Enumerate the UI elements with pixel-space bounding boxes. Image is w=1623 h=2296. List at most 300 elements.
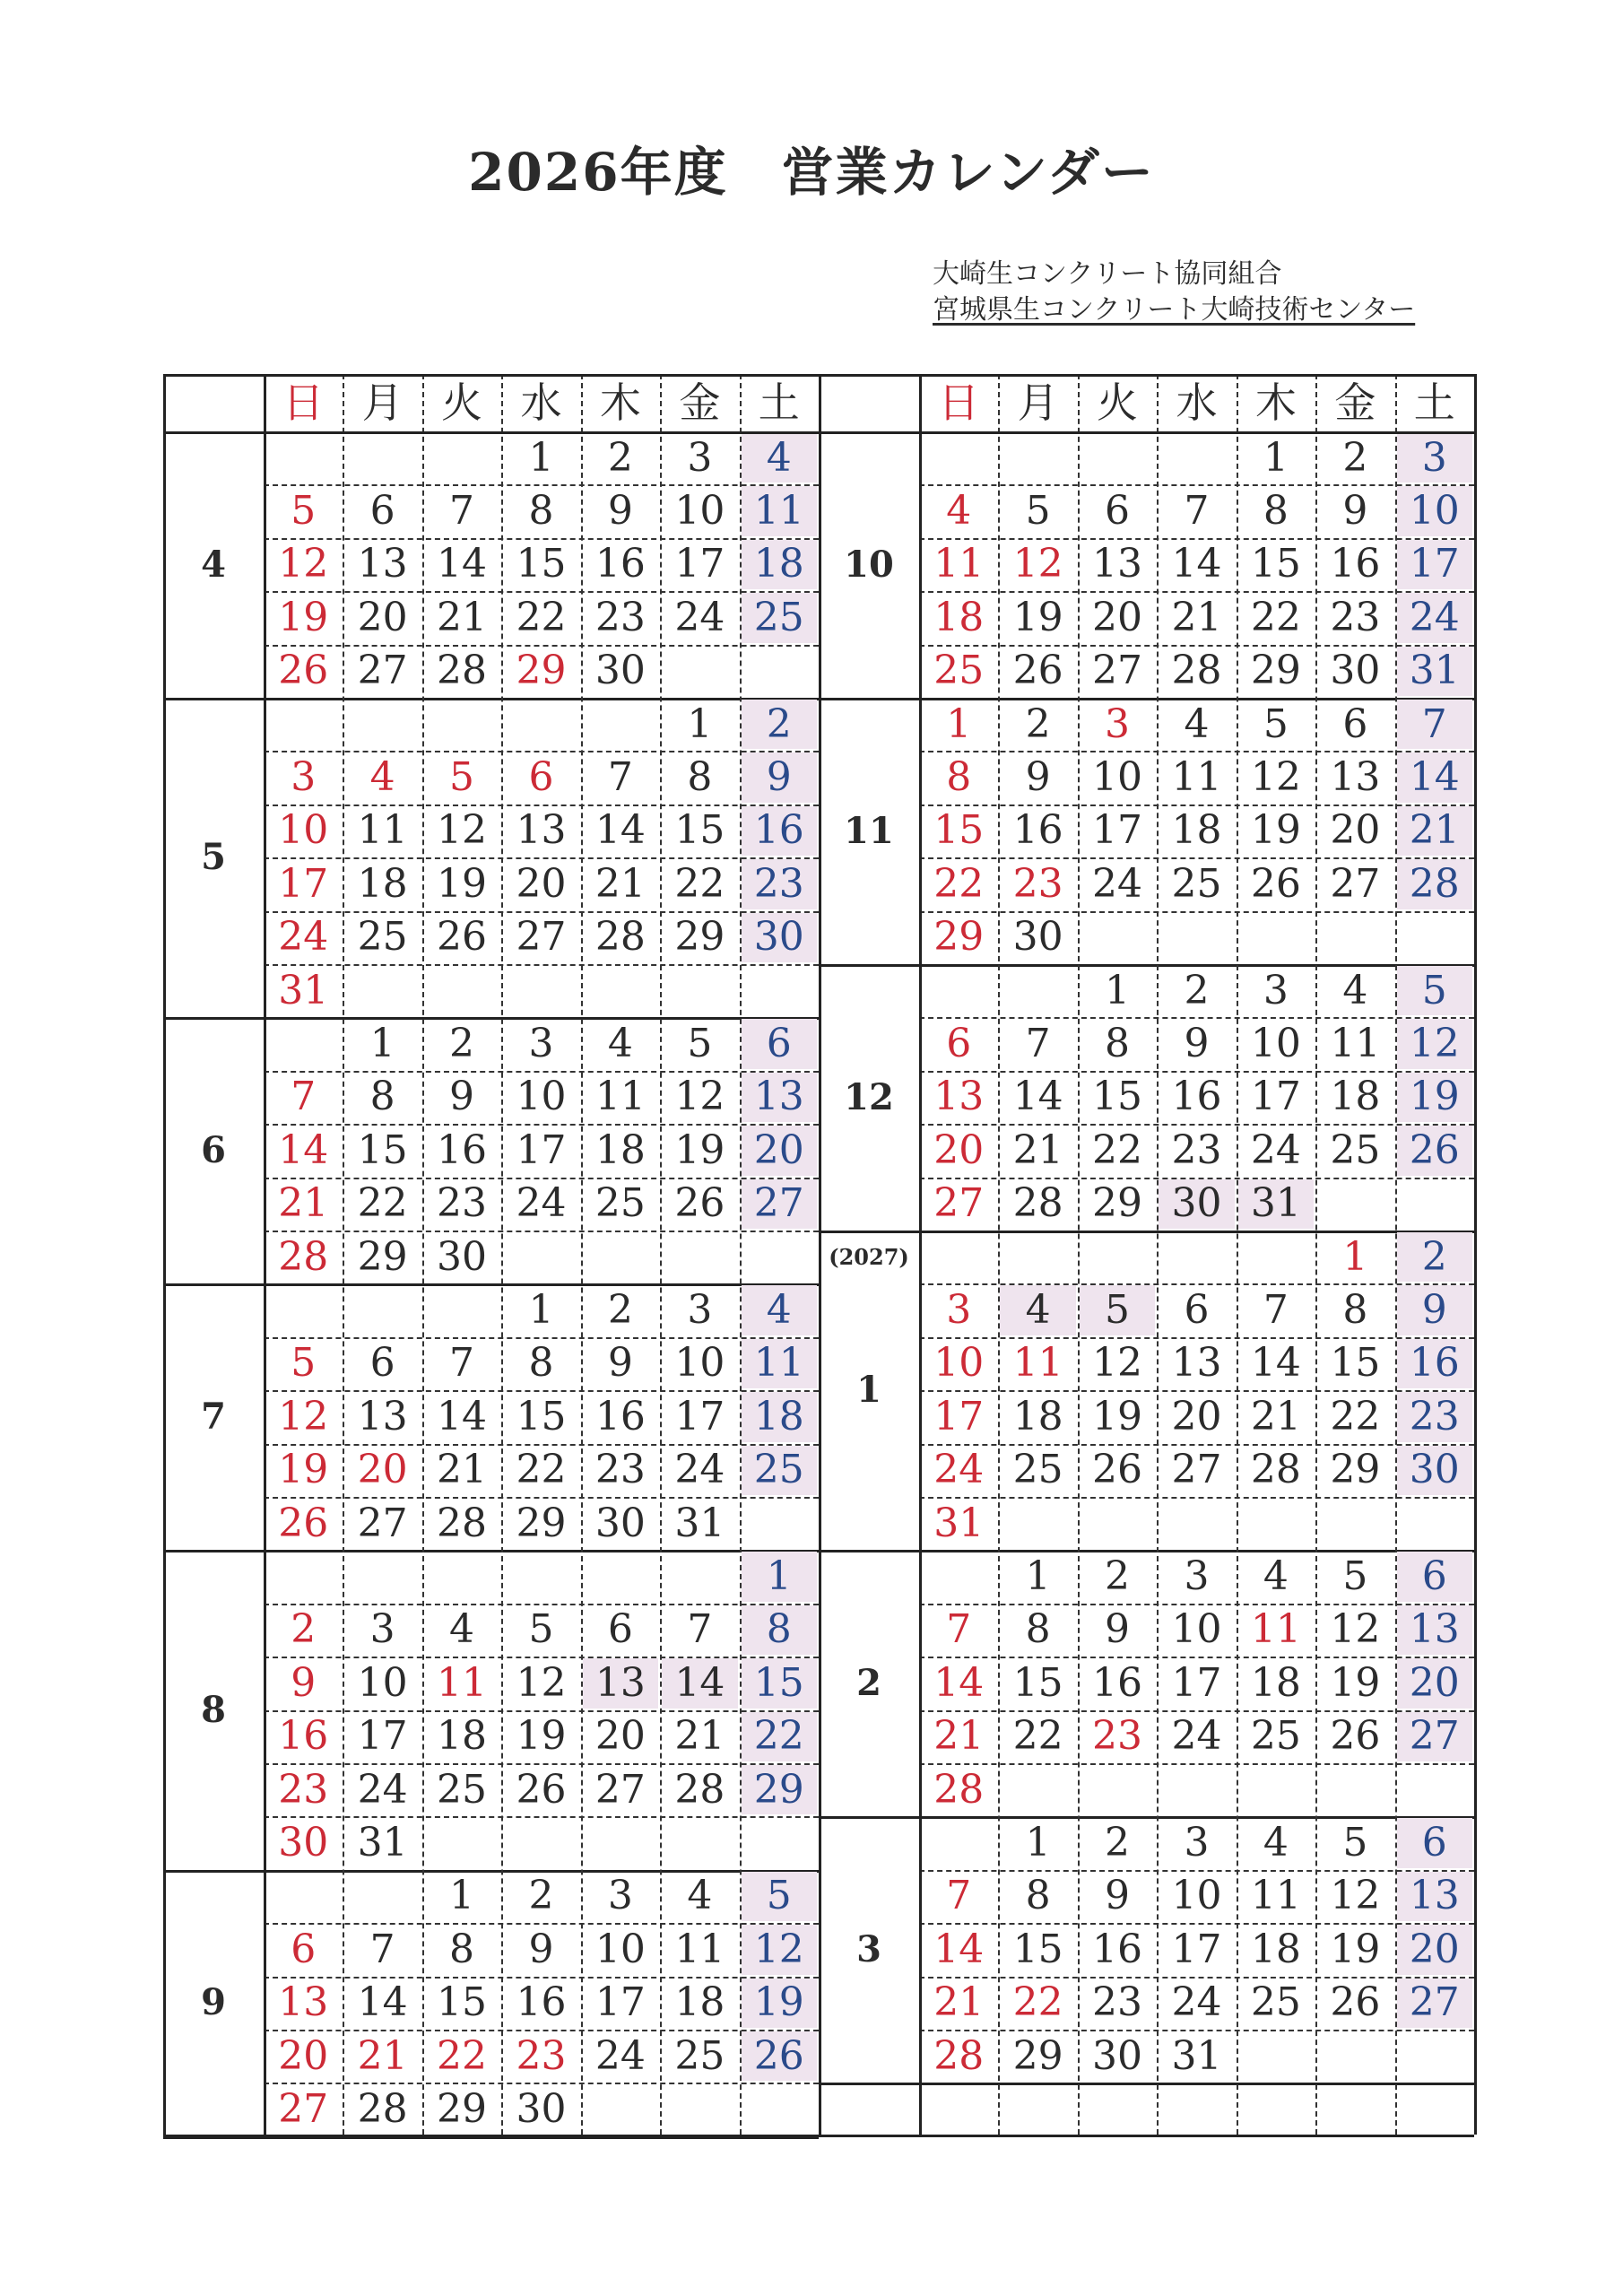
day-cell: 26 bbox=[1330, 1713, 1381, 1760]
day-cell: 16 bbox=[1397, 1339, 1472, 1388]
row-divider bbox=[264, 857, 819, 859]
weekday-header: 水 bbox=[1176, 378, 1218, 427]
day-cell: 4 bbox=[1184, 700, 1210, 747]
day-cell: 31 bbox=[357, 1820, 408, 1866]
frame-right bbox=[1474, 374, 1477, 2135]
row-divider bbox=[919, 1017, 1474, 1019]
day-cell: 21 bbox=[357, 2032, 408, 2079]
day-cell: 29 bbox=[516, 648, 567, 694]
day-cell: 6 bbox=[946, 1021, 972, 1067]
day-cell: 30 bbox=[1397, 1446, 1472, 1495]
day-cell: 9 bbox=[1397, 1285, 1472, 1335]
day-cell: 18 bbox=[742, 540, 817, 589]
day-cell: 18 bbox=[1250, 1926, 1301, 1972]
day-cell: 9 bbox=[742, 752, 817, 802]
day-cell: 30 bbox=[437, 1233, 488, 1280]
day-cell: 21 bbox=[933, 1979, 985, 2026]
day-cell: 4 bbox=[1000, 1285, 1075, 1335]
day-cell: 9 bbox=[607, 1340, 633, 1387]
day-cell: 24 bbox=[357, 1766, 408, 1813]
row-divider bbox=[264, 1337, 819, 1339]
day-cell: 24 bbox=[278, 914, 329, 961]
day-cell: 10 bbox=[933, 1340, 985, 1387]
day-cell: 20 bbox=[1330, 807, 1381, 854]
day-cell: 8 bbox=[742, 1605, 817, 1655]
day-cell: 20 bbox=[357, 594, 408, 640]
day-cell: 2 bbox=[1342, 434, 1368, 481]
day-cell: 16 bbox=[1092, 1926, 1143, 1972]
day-cell: 12 bbox=[742, 1925, 817, 1974]
weekday-header: 月 bbox=[1017, 378, 1059, 427]
day-cell: 15 bbox=[1012, 1659, 1063, 1706]
day-cell: 19 bbox=[1330, 1926, 1381, 1972]
row-divider bbox=[264, 1710, 819, 1712]
day-cell: 9 bbox=[1184, 1021, 1210, 1067]
day-cell: 1 bbox=[449, 1873, 475, 1919]
day-cell: 26 bbox=[1330, 1979, 1381, 2026]
row-divider bbox=[264, 1178, 819, 1179]
day-cell: 26 bbox=[1397, 1126, 1472, 1175]
day-cell: 3 bbox=[369, 1606, 395, 1653]
row-divider bbox=[919, 1923, 1474, 1925]
day-cell: 27 bbox=[357, 1500, 408, 1546]
day-cell: 11 bbox=[1250, 1873, 1301, 1919]
day-cell: 8 bbox=[449, 1926, 475, 1972]
day-cell: 7 bbox=[449, 488, 475, 535]
day-cell: 16 bbox=[595, 1393, 646, 1439]
day-cell: 3 bbox=[1263, 967, 1289, 1013]
day-cell: 24 bbox=[1171, 1713, 1222, 1760]
day-cell: 15 bbox=[516, 1393, 567, 1439]
day-cell: 1 bbox=[1025, 1820, 1051, 1866]
row-divider bbox=[264, 538, 819, 540]
row-divider bbox=[264, 2030, 819, 2031]
day-cell: 25 bbox=[1330, 1126, 1381, 1173]
day-cell: 29 bbox=[516, 1500, 567, 1546]
day-cell: 13 bbox=[742, 1073, 817, 1122]
day-cell: 9 bbox=[528, 1926, 554, 1972]
day-cell: 27 bbox=[1330, 860, 1381, 907]
label-divider bbox=[919, 374, 922, 2135]
row-divider bbox=[919, 1283, 1474, 1285]
day-cell: 18 bbox=[1171, 807, 1222, 854]
technical-center-name: 宮城県生コンクリート大崎技術センター bbox=[933, 294, 1416, 326]
day-cell: 23 bbox=[1092, 1713, 1143, 1760]
day-cell: 4 bbox=[1342, 967, 1368, 1013]
day-cell: 9 bbox=[607, 488, 633, 535]
day-cell: 10 bbox=[1250, 1021, 1301, 1067]
day-cell: 3 bbox=[687, 1287, 713, 1334]
day-cell: 30 bbox=[1012, 914, 1063, 961]
day-cell: 13 bbox=[1397, 1605, 1472, 1655]
day-cell: 29 bbox=[357, 1233, 408, 1280]
day-cell: 28 bbox=[278, 1233, 329, 1280]
day-cell: 20 bbox=[1171, 1393, 1222, 1439]
day-cell: 14 bbox=[357, 1979, 408, 2026]
day-cell: 27 bbox=[278, 2086, 329, 2133]
day-cell: 26 bbox=[437, 914, 488, 961]
row-divider bbox=[264, 1763, 819, 1765]
day-cell: 8 bbox=[528, 1340, 554, 1387]
column-divider bbox=[1078, 374, 1080, 2135]
month-label: 12 bbox=[844, 1075, 894, 1118]
day-cell: 12 bbox=[1092, 1340, 1143, 1387]
day-cell: 17 bbox=[595, 1979, 646, 2026]
day-cell: 5 bbox=[528, 1606, 554, 1653]
day-cell: 1 bbox=[1263, 434, 1289, 481]
day-cell: 12 bbox=[1250, 754, 1301, 801]
day-cell: 7 bbox=[1025, 1021, 1051, 1067]
row-divider bbox=[264, 1124, 819, 1126]
day-cell: 3 bbox=[291, 754, 317, 801]
day-cell: 14 bbox=[1250, 1340, 1301, 1387]
day-cell: 2 bbox=[1025, 700, 1051, 747]
day-cell: 6 bbox=[369, 488, 395, 535]
weekday-header: 水 bbox=[520, 378, 562, 427]
day-cell: 22 bbox=[1330, 1393, 1381, 1439]
day-cell: 10 bbox=[278, 807, 329, 854]
day-cell: 15 bbox=[674, 807, 725, 854]
day-cell: 5 bbox=[687, 1021, 713, 1067]
day-cell: 29 bbox=[742, 1765, 817, 1814]
row-divider bbox=[919, 1657, 1474, 1658]
day-cell: 17 bbox=[674, 1393, 725, 1439]
day-cell: 15 bbox=[437, 1979, 488, 2026]
day-cell: 4 bbox=[369, 754, 395, 801]
day-cell: 3 bbox=[1184, 1820, 1210, 1866]
day-cell: 3 bbox=[1397, 433, 1472, 483]
day-cell: 27 bbox=[1397, 1979, 1472, 2028]
frame-bottom bbox=[163, 2135, 1474, 2137]
day-cell: 10 bbox=[1397, 486, 1472, 535]
row-divider bbox=[919, 857, 1474, 859]
day-cell: 11 bbox=[742, 486, 817, 535]
day-cell: 26 bbox=[278, 1500, 329, 1546]
day-cell: 6 bbox=[607, 1606, 633, 1653]
day-cell: 24 bbox=[595, 2032, 646, 2079]
day-cell: 30 bbox=[1092, 2032, 1143, 2079]
row-divider bbox=[264, 1816, 819, 1818]
day-cell: 18 bbox=[1330, 1074, 1381, 1120]
day-cell: 1 bbox=[528, 1287, 554, 1334]
day-cell: 23 bbox=[1397, 1392, 1472, 1441]
row-divider bbox=[264, 1657, 819, 1658]
day-cell: 13 bbox=[1092, 541, 1143, 587]
day-cell: 30 bbox=[1330, 648, 1381, 694]
day-cell: 20 bbox=[595, 1713, 646, 1760]
day-cell: 1 bbox=[687, 700, 713, 747]
day-cell: 3 bbox=[1184, 1553, 1210, 1600]
day-cell: 6 bbox=[369, 1340, 395, 1387]
column-divider bbox=[501, 374, 503, 2135]
day-cell: 7 bbox=[1397, 700, 1472, 749]
frame-top bbox=[163, 374, 1474, 377]
day-cell: 31 bbox=[933, 1500, 985, 1546]
day-cell: 11 bbox=[933, 541, 985, 587]
day-cell: 19 bbox=[278, 1447, 329, 1493]
day-cell: 13 bbox=[357, 1393, 408, 1439]
day-cell: 31 bbox=[1397, 647, 1472, 696]
day-cell: 24 bbox=[933, 1447, 985, 1493]
day-cell: 30 bbox=[278, 1820, 329, 1866]
day-cell: 27 bbox=[595, 1766, 646, 1813]
day-cell: 17 bbox=[1092, 807, 1143, 854]
day-cell: 14 bbox=[1397, 752, 1472, 802]
day-cell: 23 bbox=[278, 1766, 329, 1813]
day-cell: 20 bbox=[933, 1126, 985, 1173]
day-cell: 24 bbox=[1250, 1126, 1301, 1173]
row-divider bbox=[264, 645, 819, 647]
day-cell: 1 bbox=[742, 1552, 817, 1601]
day-cell: 12 bbox=[278, 541, 329, 587]
day-cell: 22 bbox=[437, 2032, 488, 2079]
day-cell: 20 bbox=[742, 1126, 817, 1175]
day-cell: 20 bbox=[278, 2032, 329, 2079]
day-cell: 22 bbox=[1012, 1713, 1063, 1760]
day-cell: 3 bbox=[607, 1873, 633, 1919]
day-cell: 23 bbox=[1092, 1979, 1143, 2026]
row-divider bbox=[919, 751, 1474, 752]
column-divider bbox=[1395, 374, 1397, 2135]
day-cell: 20 bbox=[1397, 1658, 1472, 1708]
column-divider bbox=[1315, 374, 1317, 2135]
day-cell: 12 bbox=[516, 1659, 567, 1706]
day-cell: 14 bbox=[662, 1658, 737, 1708]
day-cell: 16 bbox=[1330, 541, 1381, 587]
day-cell: 14 bbox=[437, 1393, 488, 1439]
day-cell: 14 bbox=[595, 807, 646, 854]
day-cell: 29 bbox=[1092, 1180, 1143, 1227]
day-cell: 11 bbox=[437, 1659, 488, 1706]
day-cell: 19 bbox=[437, 860, 488, 907]
day-cell: 2 bbox=[742, 700, 817, 749]
day-cell: 18 bbox=[437, 1713, 488, 1760]
day-cell: 30 bbox=[1159, 1179, 1234, 1229]
day-cell: 12 bbox=[1012, 541, 1063, 587]
day-cell: 26 bbox=[674, 1180, 725, 1227]
day-cell: 4 bbox=[742, 433, 817, 483]
day-cell: 13 bbox=[1330, 754, 1381, 801]
day-cell: 22 bbox=[1092, 1126, 1143, 1173]
day-cell: 25 bbox=[933, 648, 985, 694]
day-cell: 23 bbox=[595, 1447, 646, 1493]
day-cell: 24 bbox=[1092, 860, 1143, 907]
day-cell: 10 bbox=[674, 1340, 725, 1387]
month-label: 1 bbox=[856, 1369, 881, 1412]
day-cell: 21 bbox=[674, 1713, 725, 1760]
day-cell: 28 bbox=[674, 1766, 725, 1813]
weekday-header: 土 bbox=[758, 378, 800, 427]
day-cell: 28 bbox=[1012, 1180, 1063, 1227]
day-cell: 13 bbox=[1171, 1340, 1222, 1387]
day-cell: 19 bbox=[742, 1979, 817, 2028]
day-cell: 15 bbox=[1012, 1926, 1063, 1972]
day-cell: 1 bbox=[369, 1021, 395, 1067]
row-divider bbox=[264, 1071, 819, 1073]
month-divider bbox=[819, 2083, 1474, 2085]
row-divider bbox=[919, 1870, 1474, 1872]
day-cell: 11 bbox=[742, 1339, 817, 1388]
day-cell: 1 bbox=[528, 434, 554, 481]
day-cell: 3 bbox=[1105, 700, 1131, 747]
day-cell: 7 bbox=[607, 754, 633, 801]
row-divider bbox=[264, 804, 819, 806]
weekday-header: 金 bbox=[679, 378, 721, 427]
weekday-header: 金 bbox=[1334, 378, 1376, 427]
day-cell: 18 bbox=[357, 860, 408, 907]
day-cell: 25 bbox=[674, 2032, 725, 2079]
day-cell: 19 bbox=[674, 1126, 725, 1173]
day-cell: 18 bbox=[674, 1979, 725, 2026]
day-cell: 26 bbox=[278, 648, 329, 694]
day-cell: 9 bbox=[1105, 1873, 1131, 1919]
day-cell: 10 bbox=[674, 488, 725, 535]
day-cell: 28 bbox=[1250, 1447, 1301, 1493]
day-cell: 27 bbox=[516, 914, 567, 961]
day-cell: 1 bbox=[946, 700, 972, 747]
day-cell: 21 bbox=[278, 1180, 329, 1227]
month-label: 11 bbox=[844, 809, 894, 852]
day-cell: 8 bbox=[528, 488, 554, 535]
day-cell: 10 bbox=[1092, 754, 1143, 801]
day-cell: 23 bbox=[1171, 1126, 1222, 1173]
month-label: 5 bbox=[201, 836, 226, 879]
day-cell: 5 bbox=[1025, 488, 1051, 535]
column-divider bbox=[343, 374, 344, 2135]
row-divider bbox=[264, 911, 819, 913]
day-cell: 18 bbox=[595, 1126, 646, 1173]
day-cell: 17 bbox=[516, 1126, 567, 1173]
day-cell: 8 bbox=[687, 754, 713, 801]
day-cell: 26 bbox=[516, 1766, 567, 1813]
day-cell: 4 bbox=[1263, 1820, 1289, 1866]
day-cell: 15 bbox=[516, 541, 567, 587]
day-cell: 23 bbox=[1012, 860, 1063, 907]
day-cell: 29 bbox=[674, 914, 725, 961]
day-cell: 16 bbox=[742, 806, 817, 856]
day-cell: 26 bbox=[1092, 1447, 1143, 1493]
day-cell: 26 bbox=[1012, 648, 1063, 694]
day-cell: 25 bbox=[437, 1766, 488, 1813]
day-cell: 6 bbox=[1397, 1818, 1472, 1867]
day-cell: 14 bbox=[933, 1659, 985, 1706]
day-cell: 4 bbox=[607, 1021, 633, 1067]
column-divider bbox=[740, 374, 742, 2135]
day-cell: 1 bbox=[1025, 1553, 1051, 1600]
day-cell: 11 bbox=[1171, 754, 1222, 801]
day-cell: 19 bbox=[278, 594, 329, 640]
day-cell: 11 bbox=[674, 1926, 725, 1972]
day-cell: 9 bbox=[291, 1659, 317, 1706]
row-divider bbox=[919, 1604, 1474, 1605]
day-cell: 28 bbox=[595, 914, 646, 961]
day-cell: 16 bbox=[437, 1126, 488, 1173]
day-cell: 23 bbox=[1330, 594, 1381, 640]
day-cell: 24 bbox=[1397, 593, 1472, 642]
row-divider bbox=[919, 1178, 1474, 1179]
weekday-header: 日 bbox=[938, 378, 980, 427]
day-cell: 24 bbox=[1171, 1979, 1222, 2026]
day-cell: 11 bbox=[1250, 1606, 1301, 1653]
day-cell: 21 bbox=[1250, 1393, 1301, 1439]
weekday-header: 火 bbox=[1097, 378, 1139, 427]
column-divider bbox=[998, 374, 1000, 2135]
day-cell: 17 bbox=[1171, 1926, 1222, 1972]
day-cell: 22 bbox=[933, 860, 985, 907]
day-cell: 16 bbox=[1171, 1074, 1222, 1120]
day-cell: 5 bbox=[742, 1872, 817, 1921]
day-cell: 6 bbox=[291, 1926, 317, 1972]
day-cell: 17 bbox=[278, 860, 329, 907]
day-cell: 28 bbox=[1171, 648, 1222, 694]
day-cell: 8 bbox=[369, 1074, 395, 1120]
day-cell: 17 bbox=[357, 1713, 408, 1760]
day-cell: 6 bbox=[1184, 1287, 1210, 1334]
day-cell: 10 bbox=[516, 1074, 567, 1120]
day-cell: 24 bbox=[674, 594, 725, 640]
day-cell: 22 bbox=[742, 1712, 817, 1761]
day-cell: 17 bbox=[933, 1393, 985, 1439]
day-cell: 28 bbox=[1397, 859, 1472, 909]
day-cell: 3 bbox=[946, 1287, 972, 1334]
day-cell: 21 bbox=[1397, 806, 1472, 856]
day-cell: 1 bbox=[1342, 1233, 1368, 1280]
day-cell: 11 bbox=[1330, 1021, 1381, 1067]
day-cell: 11 bbox=[1012, 1340, 1063, 1387]
column-divider bbox=[422, 374, 424, 2135]
day-cell: 27 bbox=[742, 1179, 817, 1229]
frame-left bbox=[163, 374, 166, 2135]
day-cell: 14 bbox=[1012, 1074, 1063, 1120]
weekday-header: 木 bbox=[599, 378, 641, 427]
day-cell: 2 bbox=[291, 1606, 317, 1653]
day-cell: 5 bbox=[449, 754, 475, 801]
day-cell: 19 bbox=[1092, 1393, 1143, 1439]
row-divider bbox=[264, 1390, 819, 1392]
weekday-header: 日 bbox=[282, 378, 325, 427]
day-cell: 15 bbox=[1330, 1340, 1381, 1387]
day-cell: 25 bbox=[742, 1446, 817, 1495]
header-bottom bbox=[163, 431, 1474, 434]
day-cell: 22 bbox=[357, 1180, 408, 1227]
day-cell: 15 bbox=[933, 807, 985, 854]
day-cell: 8 bbox=[1025, 1606, 1051, 1653]
day-cell: 6 bbox=[528, 754, 554, 801]
day-cell: 1 bbox=[1105, 967, 1131, 1013]
day-cell: 29 bbox=[1012, 2032, 1063, 2079]
row-divider bbox=[264, 1977, 819, 1979]
day-cell: 11 bbox=[595, 1074, 646, 1120]
day-cell: 19 bbox=[516, 1713, 567, 1760]
day-cell: 13 bbox=[278, 1979, 329, 2026]
day-cell: 15 bbox=[357, 1126, 408, 1173]
day-cell: 14 bbox=[278, 1126, 329, 1173]
day-cell: 16 bbox=[278, 1713, 329, 1760]
row-divider bbox=[264, 1923, 819, 1925]
day-cell: 22 bbox=[674, 860, 725, 907]
row-divider bbox=[264, 591, 819, 593]
day-cell: 15 bbox=[1250, 541, 1301, 587]
day-cell: 27 bbox=[1397, 1712, 1472, 1761]
column-divider bbox=[1237, 374, 1238, 2135]
day-cell: 21 bbox=[933, 1713, 985, 1760]
day-cell: 12 bbox=[278, 1393, 329, 1439]
day-cell: 22 bbox=[1012, 1979, 1063, 2026]
day-cell: 18 bbox=[933, 594, 985, 640]
row-divider bbox=[264, 1444, 819, 1446]
day-cell: 6 bbox=[1342, 700, 1368, 747]
day-cell: 3 bbox=[528, 1021, 554, 1067]
